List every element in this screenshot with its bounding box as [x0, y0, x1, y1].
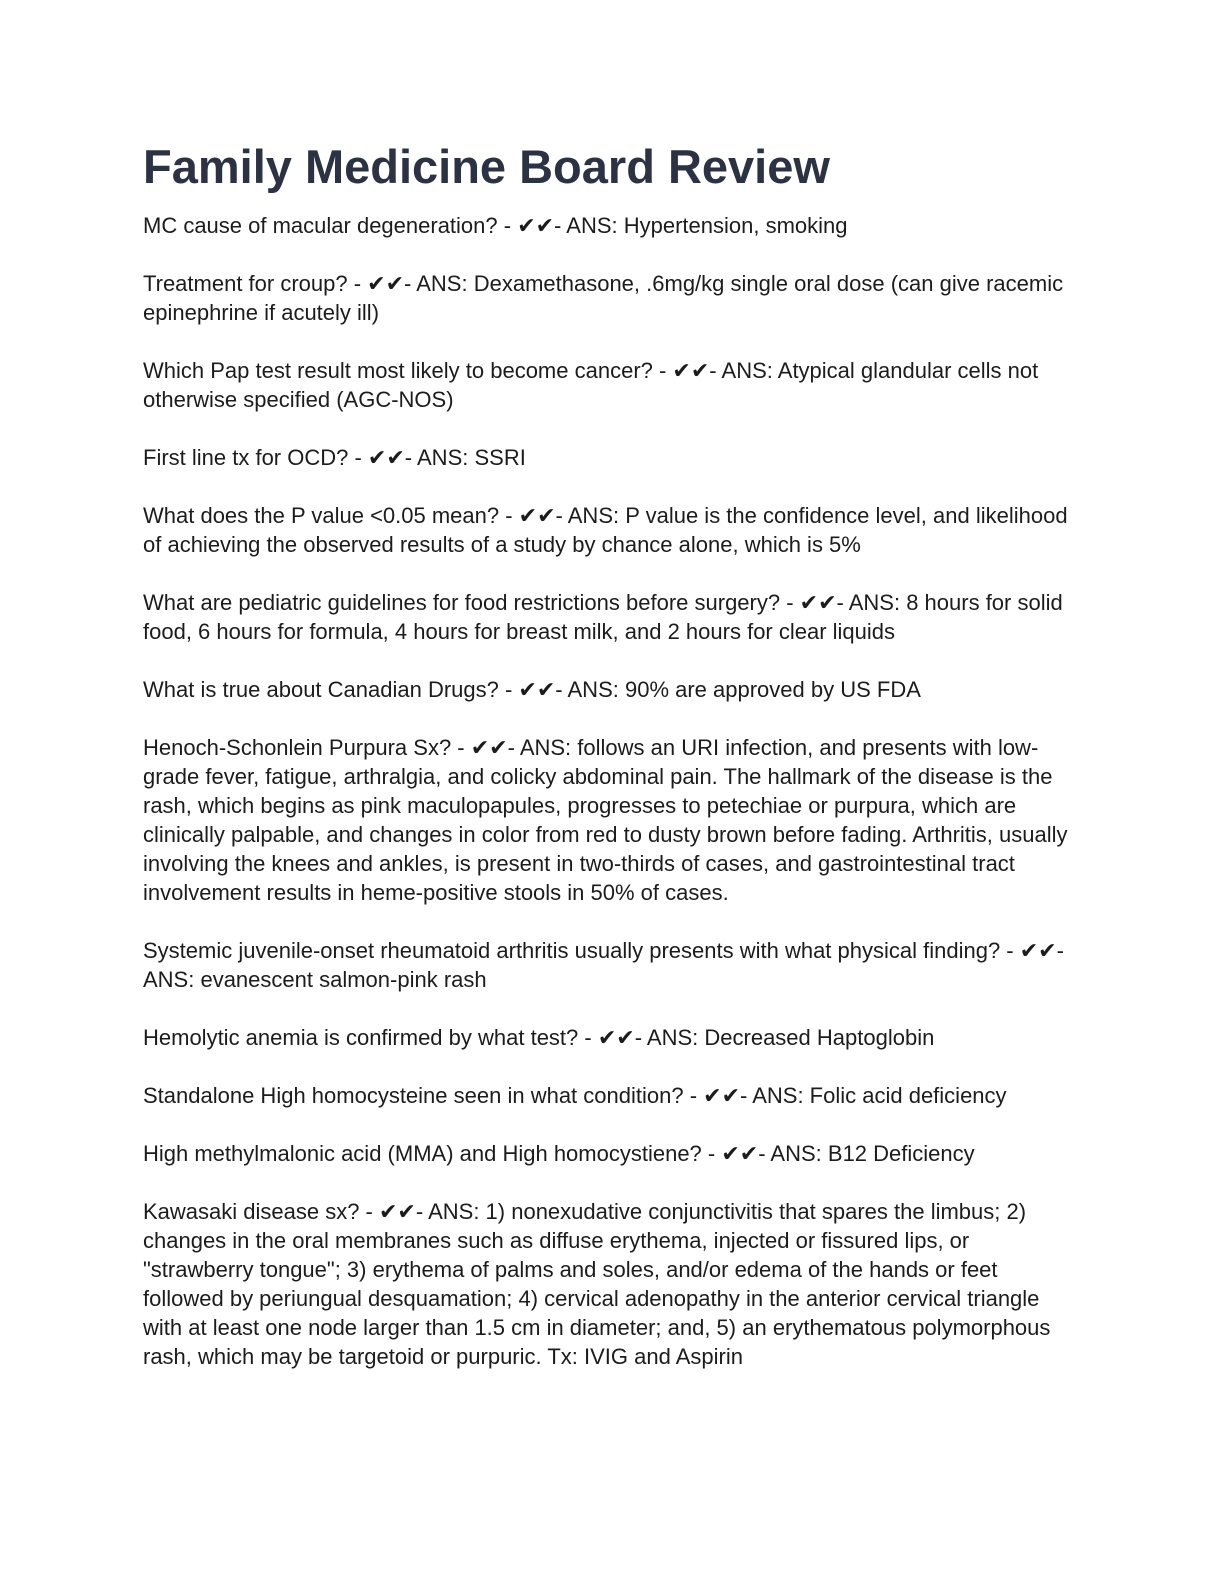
qa-paragraph-p-value: What does the P value <0.05 mean? - ✔✔- ANS: P value is the confidence level, and likelihood of achieving the observed results of a study by chance alone, which is 5% — [143, 503, 1068, 557]
qa-paragraph-henoch-schonlein-purpura: Henoch-Schonlein Purpura Sx? - ✔✔- ANS: follows an URI infection, and presents with low-grade fever, fatigue, arthralgia, and colicky abdominal pain. The hallmark of the disease is the rash, which begins as pink maculopapules, progresses to petechiae or purpura, which are clinically palpable, and changes in color from red to dusty brown before fading. Arthritis, usually involving the knees and ankles, is present in two-thirds of cases, and gastrointestinal tract involvement results in heme-positive stools in 50% of cases. — [143, 735, 1068, 905]
qa-paragraph-croup-treatment: Treatment for croup? - ✔✔- ANS: Dexamethasone, .6mg/kg single oral dose (can give racemic epinephrine if acutely ill) — [143, 271, 1064, 325]
qa-paragraph-hemolytic-anemia: Hemolytic anemia is confirmed by what test? - ✔✔- ANS: Decreased Haptoglobin — [143, 1025, 935, 1050]
qa-paragraph-pediatric-food-restrictions: What are pediatric guidelines for food restrictions before surgery? - ✔✔- ANS: 8 hours for solid food, 6 hours for formula, 4 hours for breast milk, and 2 hours for clear liquids — [143, 590, 1063, 644]
qa-paragraph-systemic-juvenile-arthritis: Systemic juvenile-onset rheumatoid arthritis usually presents with what physical finding? - ✔✔- ANS: evanescent salmon-pink rash — [143, 938, 1064, 992]
qa-paragraph-ocd-treatment: First line tx for OCD? - ✔✔- ANS: SSRI — [143, 445, 526, 470]
qa-paragraph-pap-test: Which Pap test result most likely to become cancer? - ✔✔- ANS: Atypical glandular cells not otherwise specified (AGC-NOS) — [143, 358, 1039, 412]
qa-paragraph-canadian-drugs: What is true about Canadian Drugs? - ✔✔- ANS: 90% are approved by US FDA — [143, 677, 921, 702]
qa-paragraph-kawasaki-disease: Kawasaki disease sx? - ✔✔- ANS: 1) nonexudative conjunctivitis that spares the limbus; 2) changes in the oral membranes such as diffuse erythema, injected or fissured lips, or "strawberry tongue"; 3) erythema of palms and soles, and/or edema of the hands or feet followed by periungual desquamation; 4) cervical adenopathy in the anterior cervical triangle with at least one node larger than 1.5 cm in diameter; and, 5) an erythematous polymorphous rash, which may be targetoid or purpuric. Tx: IVIG and Aspirin — [143, 1199, 1051, 1369]
qa-paragraph-mma-homocystiene: High methylmalonic acid (MMA) and High homocystiene? - ✔✔- ANS: B12 Deficiency — [143, 1141, 975, 1166]
qa-paragraph-standalone-homocysteine: Standalone High homocysteine seen in what condition? - ✔✔- ANS: Folic acid deficiency — [143, 1083, 1007, 1108]
document-title: Family Medicine Board Review — [143, 140, 830, 193]
qa-paragraph-macular-degeneration: MC cause of macular degeneration? - ✔✔- ANS: Hypertension, smoking — [143, 213, 848, 238]
